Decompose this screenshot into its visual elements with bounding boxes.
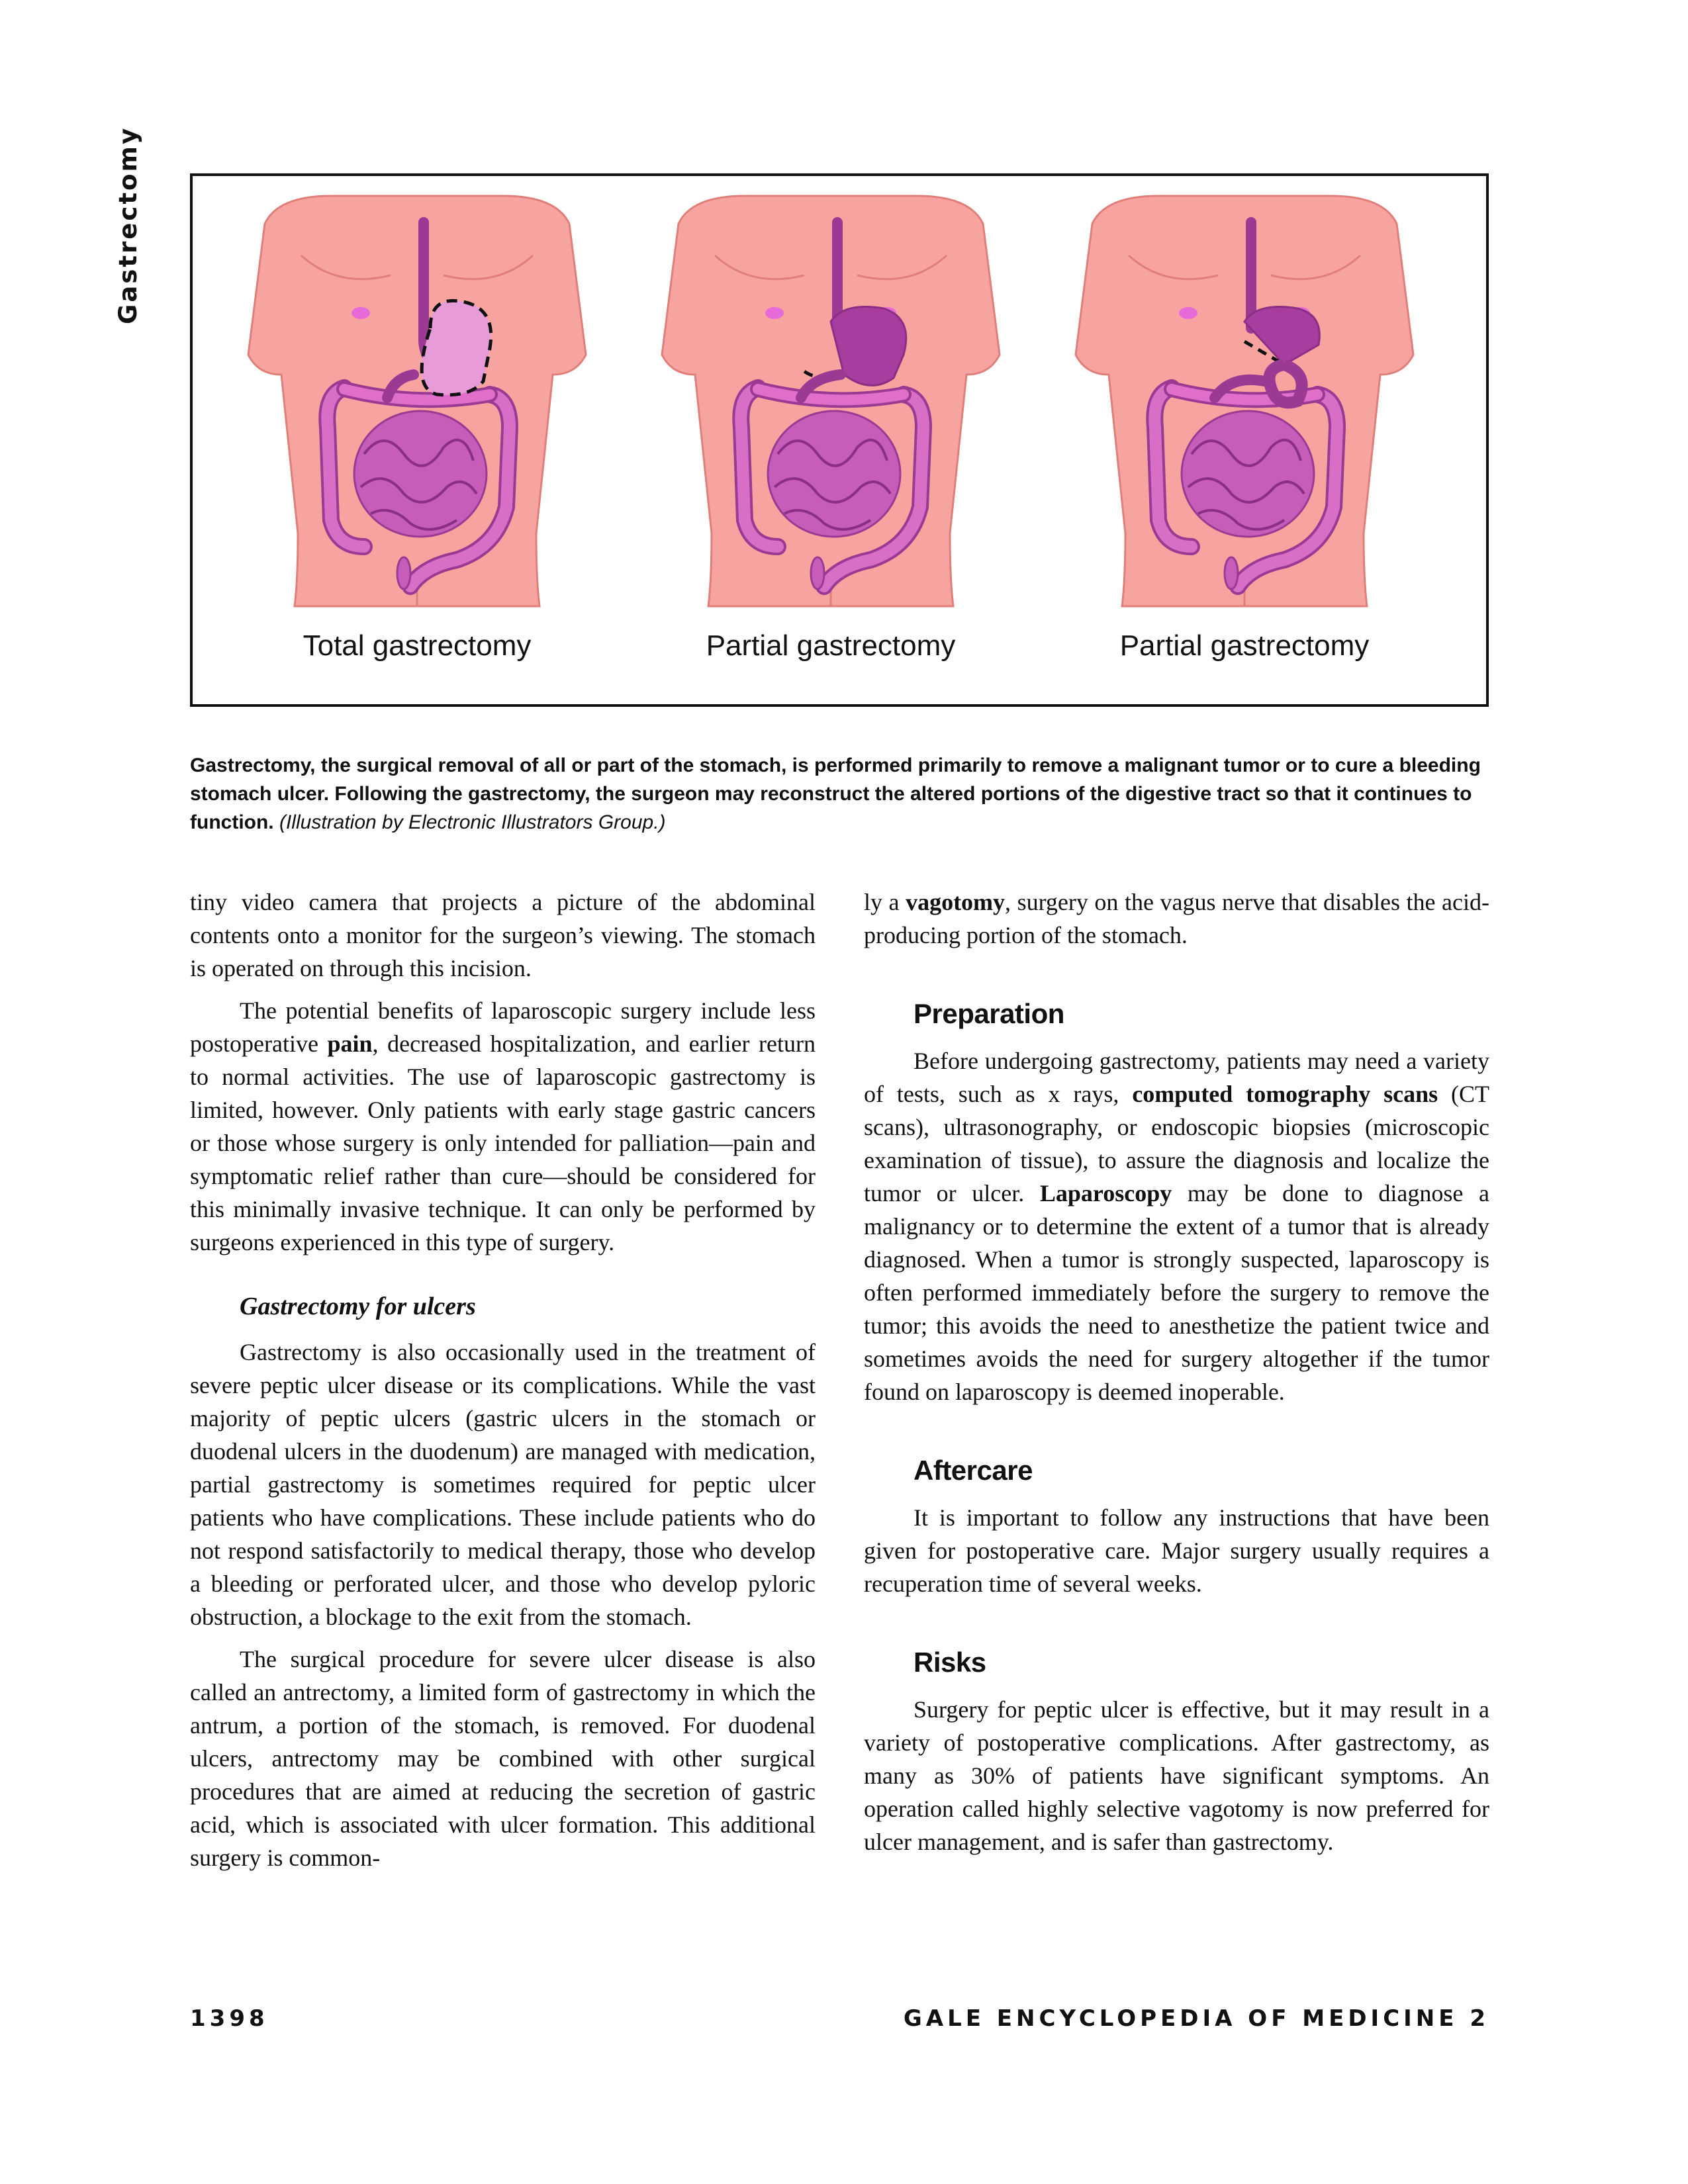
- page-number: 1398: [190, 2005, 269, 2032]
- caption-text: Gastrectomy, the surgical removal of all or part of the stomach, is performed primarily to remove a malignant tumor or to cure a bleeding stomach ulcer. Following the gastrectomy, the surgeon may reconstruct the altered portions of the digestive tract so that it continues to function.: [190, 754, 1481, 833]
- running-section-title: Gastrectomy: [114, 126, 142, 324]
- gastrectomy-figure: [190, 173, 1489, 707]
- paragraph: tiny video camera that projects a picture of the abdominal contents onto a monitor for the surgeon’s viewing. The stomach is operated on through this incision.: [190, 889, 816, 981]
- left-column: [190, 886, 816, 1874]
- term-laparoscopy: Laparoscopy: [1039, 1180, 1172, 1206]
- figure-label-partial-1: Partial gastrectomy: [706, 629, 956, 662]
- paragraph: Before undergoing gastrectomy, patients may need a variety of tests, such as x rays, computed tomography scans (CT scans), ultrasonography, or endoscopic biopsies (microscopic examination of tissue), to assure the diagnosis and localize the tumor or ulcer. Laparoscopy may be done to diagnose a malignancy or to determine the extent of a tumor that is already diagnosed. When a tumor is strongly suspected, laparoscopy is often performed immediately before the surgery to remove the tumor; this avoids the need to anesthetize the patient twice and sometimes avoids the need for surgery altogether if the tumor found on laparoscopy is deemed inoperable.: [864, 1048, 1490, 1405]
- caption-credit: (Illustration by Electronic Illustrators Group.): [279, 811, 666, 833]
- section-heading-aftercare: Aftercare: [914, 1455, 1033, 1486]
- subsection-heading: Gastrectomy for ulcers: [240, 1293, 476, 1320]
- figure-caption: [190, 751, 1489, 837]
- term-vagotomy: vagotomy: [906, 889, 1006, 915]
- term-ct-scans: computed tomography scans: [1132, 1081, 1438, 1107]
- figure-label-partial-2: Partial gastrectomy: [1119, 629, 1370, 662]
- paragraph: It is important to follow any instructions that have been given for postoperative care. Major surgery usually requires a recuperation time of several weeks.: [864, 1504, 1489, 1597]
- paragraph: Surgery for peptic ulcer is effective, but it may result in a variety of postoperative complications. After gastrectomy, as many as 30% of patients have significant symptoms. An operation called highly selective vagotomy is now preferred for ulcer management, and is safer than gastrectomy.: [864, 1696, 1489, 1855]
- paragraph: The surgical procedure for severe ulcer disease is also called an antrectomy, a limited form of gastrectomy in which the antrum, a portion of the stomach, is removed. For duodenal ulcers, antrectomy may be combined with other surgical procedures that are aimed at reducing the secretion of gastric acid, which is associated with ulcer formation. This additional surgery is common-: [190, 1646, 816, 1871]
- panel-partial-gastrectomy-1: [662, 196, 1000, 606]
- figure-illustration: [193, 176, 1486, 704]
- term-pain: pain: [327, 1030, 373, 1057]
- paragraph: The potential benefits of laparoscopic surgery include less postoperative pain, decreased hospitalization, and earlier return to normal activities. The use of laparoscopic gastrectomy is limited, however. Only patients with early stage gastric cancers or those whose surgery is only intended for palliation—pain and symptomatic relief rather than cure—should be considered for this minimally invasive technique. It can only be performed by surgeons experienced in this type of surgery.: [190, 997, 816, 1255]
- paragraph: ly a vagotomy, surgery on the vagus nerve that disables the acid-producing portion of the stomach.: [864, 889, 1489, 948]
- section-heading-preparation: Preparation: [914, 998, 1064, 1029]
- panel-total-gastrectomy: [248, 196, 586, 606]
- paragraph: Gastrectomy is also occasionally used in the treatment of severe peptic ulcer disease or its complications. While the vast majority of peptic ulcers (gastric ulcers in the stomach or duodenal ulcers in the duodenum) are managed with medication, partial gastrectomy is sometimes required for peptic ulcer patients who have complications. These include patients who do not respond satisfactorily to medical therapy, those who develop a bleeding or perforated ulcer, and those who develop pyloric obstruction, a blockage to the exit from the stomach.: [190, 1339, 816, 1630]
- figure-label-total: Total gastrectomy: [303, 629, 532, 662]
- right-column: [864, 886, 1489, 1858]
- publication-title: GALE ENCYCLOPEDIA OF MEDICINE 2: [903, 2005, 1489, 2032]
- panel-partial-gastrectomy-2: [1076, 196, 1413, 606]
- section-heading-risks: Risks: [914, 1647, 986, 1678]
